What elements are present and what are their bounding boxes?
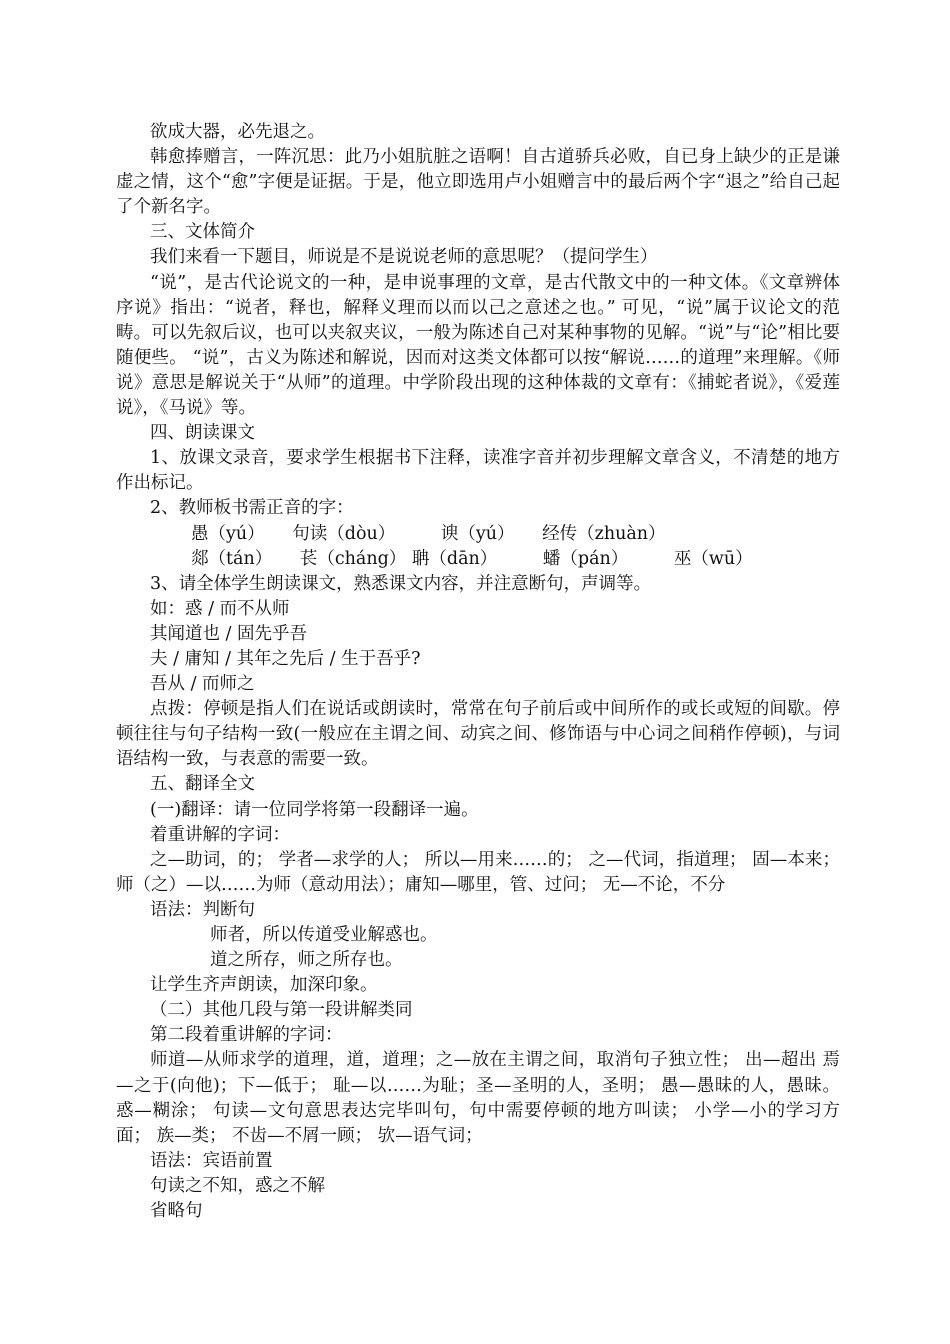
paragraph: 着重讲解的字词：	[150, 824, 290, 845]
paragraph: 欲成大器，必先退之。	[150, 122, 325, 142]
paragraph: 语法：判断句	[150, 899, 255, 920]
pinyin-row	[116, 522, 840, 547]
paragraph: 吾从 / 而师之	[150, 674, 255, 695]
paragraph: 语法：宾语前置	[150, 1150, 273, 1171]
paragraph: （二）其他几段与第一段讲解类同	[150, 1000, 413, 1021]
pinyin-item: 经传（zhuàn）	[542, 523, 666, 544]
paragraph: 点拨：停顿是指人们在说话或朗读时，常常在句子前后或中间所作的或长或短的间歇。停顿往往与句子结构一致(一般应在主谓之间、动宾之间、修饰语与中心词之间稍作停顿)，与词语结构一致，与表意的需要一致。	[116, 699, 840, 770]
pinyin-item: 谀（yú）	[440, 523, 515, 544]
section-heading: 五、翻译全文	[150, 774, 255, 795]
pinyin-item: 句读（dòu）	[292, 523, 396, 544]
paragraph: “说”，是古代论说文的一种，是申说事理的文章，是古代散文中的一种文体。《文章辨体序说》指出：“说者，释也，解释义理而以而以己之意述之也。” 可见，“说”属于议论文的范畴。可以先叙后议，也可以夹叙夹议，一般为陈述自己对某种事物的见解。“说”与“论”相比要随便些。 “说”，古义为陈述和解说，因而对这类文体都可以按“解说……的道理”来理解。《师说》意思是解说关于“从师”的道理。中学阶段出现的这种体裁的文章有：《捕蛇者说》，《爱莲说》，《马说》等。	[116, 272, 840, 419]
paragraph: 1、放课文录音，要求学生根据书下注释，读准字音并初步理解文章含义，不清楚的地方作出标记。	[116, 448, 840, 494]
document-body	[116, 120, 840, 1224]
paragraph: 3、请全体学生朗读课文，熟悉课文内容，并注意断句，声调等。	[150, 573, 652, 594]
pinyin-row	[116, 547, 840, 572]
paragraph: 之—助词，的； 学者—求学的人； 所以—用来……的； 之—代词，指道理； 固—本来； 师（之）—以……为师（意动用法）；庸知—哪里，管、过问； 无—不论，不分	[116, 849, 840, 895]
paragraph: (一)翻译：请一位同学将第一段翻译一遍。	[150, 799, 479, 820]
section-heading: 四、朗读课文	[150, 423, 255, 444]
paragraph: 韩愈捧赠言，一阵沉思：此乃小姐肮脏之语啊！自古道骄兵必败，自已身上缺少的正是谦虚之情，这个“愈”字便是证据。于是，他立即选用卢小姐赠言中的最后两个字“退之”给自己起了个新名字。	[116, 147, 840, 218]
section-heading: 三、文体简介	[150, 222, 255, 243]
paragraph: 让学生齐声朗读，加深印象。	[150, 975, 378, 996]
paragraph: 省略句	[150, 1201, 203, 1222]
paragraph: 2、教师板书需正音的字：	[150, 498, 354, 519]
paragraph: 如：惑 / 而不从师	[150, 598, 290, 619]
paragraph: 师道—从师求学的道理，道，道理；之—放在主谓之间，取消句子独立性； 出—超出 焉—之于(向他)；下—低于； 耻—以……为耻；圣—圣明的人，圣明； 愚—愚昧的人，愚昧。惑—糊涂； 句读—文句意思表达完毕叫句，句中需要停顿的地方叫读； 小学—小的学习方面； 族—类； 不齿—不屑一顾； 欤—语气词；	[116, 1050, 840, 1146]
paragraph: 夫 / 庸知 / 其年之先后 / 生于吾乎?	[150, 648, 421, 669]
paragraph: 师者，所以传道受业解惑也。	[210, 925, 438, 945]
pinyin-item: 郯（tán）	[191, 548, 273, 569]
pinyin-item: 苌（cháng）	[299, 548, 407, 569]
pinyin-item: 蟠（pán）	[542, 548, 629, 569]
paragraph: 其闻道也 / 固先乎吾	[150, 623, 308, 644]
paragraph: 道之所存，师之所存也。	[210, 950, 403, 971]
paragraph: 第二段着重讲解的字词：	[150, 1025, 343, 1046]
pinyin-item: 聃（dān）	[411, 548, 498, 569]
paragraph: 句读之不知，惑之不解	[150, 1175, 325, 1196]
pinyin-item: 愚（yú）	[191, 523, 265, 544]
pinyin-item: 巫（wū）	[673, 548, 753, 569]
paragraph: 我们来看一下题目，师说是不是说说老师的意思呢？（提问学生）	[150, 247, 658, 268]
